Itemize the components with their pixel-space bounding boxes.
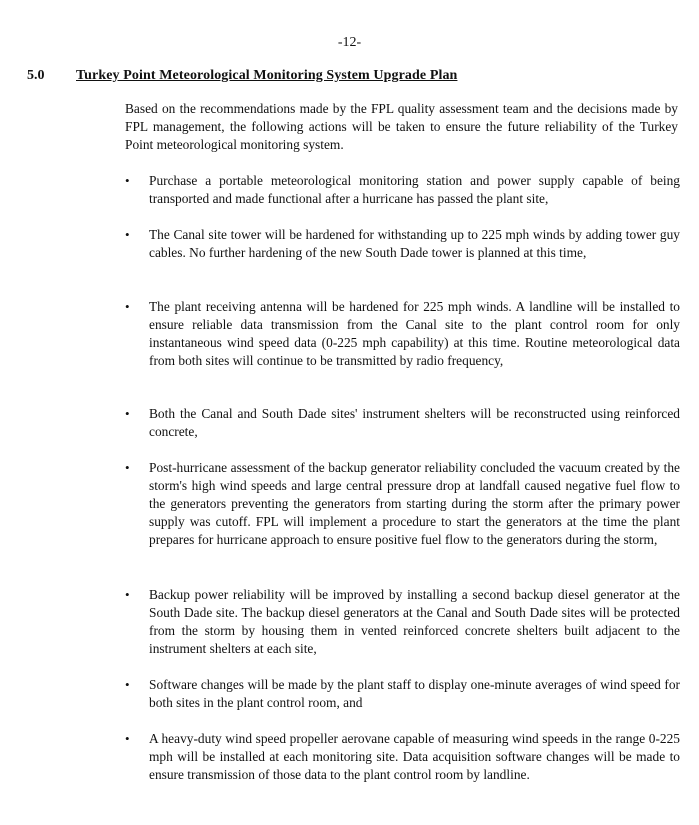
bullet-icon: • <box>125 731 130 746</box>
bullet-icon: • <box>125 460 130 475</box>
bullet-icon: • <box>125 677 130 692</box>
list-item-text: Both the Canal and South Dade sites' instrument shelters will be reconstructed using reinforced concrete, <box>149 406 680 439</box>
section-title: Turkey Point Meteorological Monitoring System Upgrade Plan <box>76 68 458 83</box>
section-number: 5.0 <box>27 68 45 83</box>
list-item-text: Software changes will be made by the plant staff to display one-minute averages of wind speed for both sites in the plant control room, and <box>149 677 680 710</box>
bullet-icon: • <box>125 173 130 188</box>
page-number: -12- <box>337 35 362 50</box>
list-item-text: Purchase a portable meteorological monitoring station and power supply capable of being transported and made functional after a hurricane has passed the plant site, <box>149 173 680 206</box>
list-item-text: Backup power reliability will be improved by installing a second backup diesel generator at the South Dade site. The backup diesel generators at the Canal and South Dade sites will be protected from the storm by housing them in vented reinforced concrete shelters built adjacent to the instrument shelters at each site, <box>149 587 680 656</box>
bullet-icon: • <box>125 227 130 242</box>
list-item-text: The Canal site tower will be hardened for withstanding up to 225 mph winds by adding tower guy cables. No further hardening of the new South Dade tower is planned at this time, <box>149 227 680 260</box>
bullet-icon: • <box>125 299 130 314</box>
bullet-icon: • <box>125 406 130 421</box>
list-item-text: Post-hurricane assessment of the backup generator reliability concluded the vacuum created by the storm's high wind speeds and large central pressure drop at landfall caused negative fuel flow to the generators preventing the generators from starting during the storm after the primary power supply was cutoff. FPL will implement a procedure to start the generators at the time the plant prepares for hurricane approach to ensure positive fuel flow to the generators during the storm, <box>149 460 680 547</box>
bullet-icon: • <box>125 587 130 602</box>
list-item-text: The plant receiving antenna will be hardened for 225 mph winds. A landline will be installed to ensure reliable data transmission from the Canal site to the plant control room for only instantaneous wind speed data (0-225 mph capability) at this time. Routine meteorological data from both sites will continue to be transmitted by radio frequency, <box>149 299 680 368</box>
list-item-text: A heavy-duty wind speed propeller aerovane capable of measuring wind speeds in the range 0-225 mph will be installed at each monitoring site. Data acquisition software changes will be made to ensure transmission of those data to the plant control room by landline. <box>149 731 680 782</box>
intro-paragraph: Based on the recommendations made by the FPL quality assessment team and the decisions made by FPL management, the following actions will be taken to ensure the future reliability of the Turkey Point meteorological monitoring system. <box>125 101 678 152</box>
